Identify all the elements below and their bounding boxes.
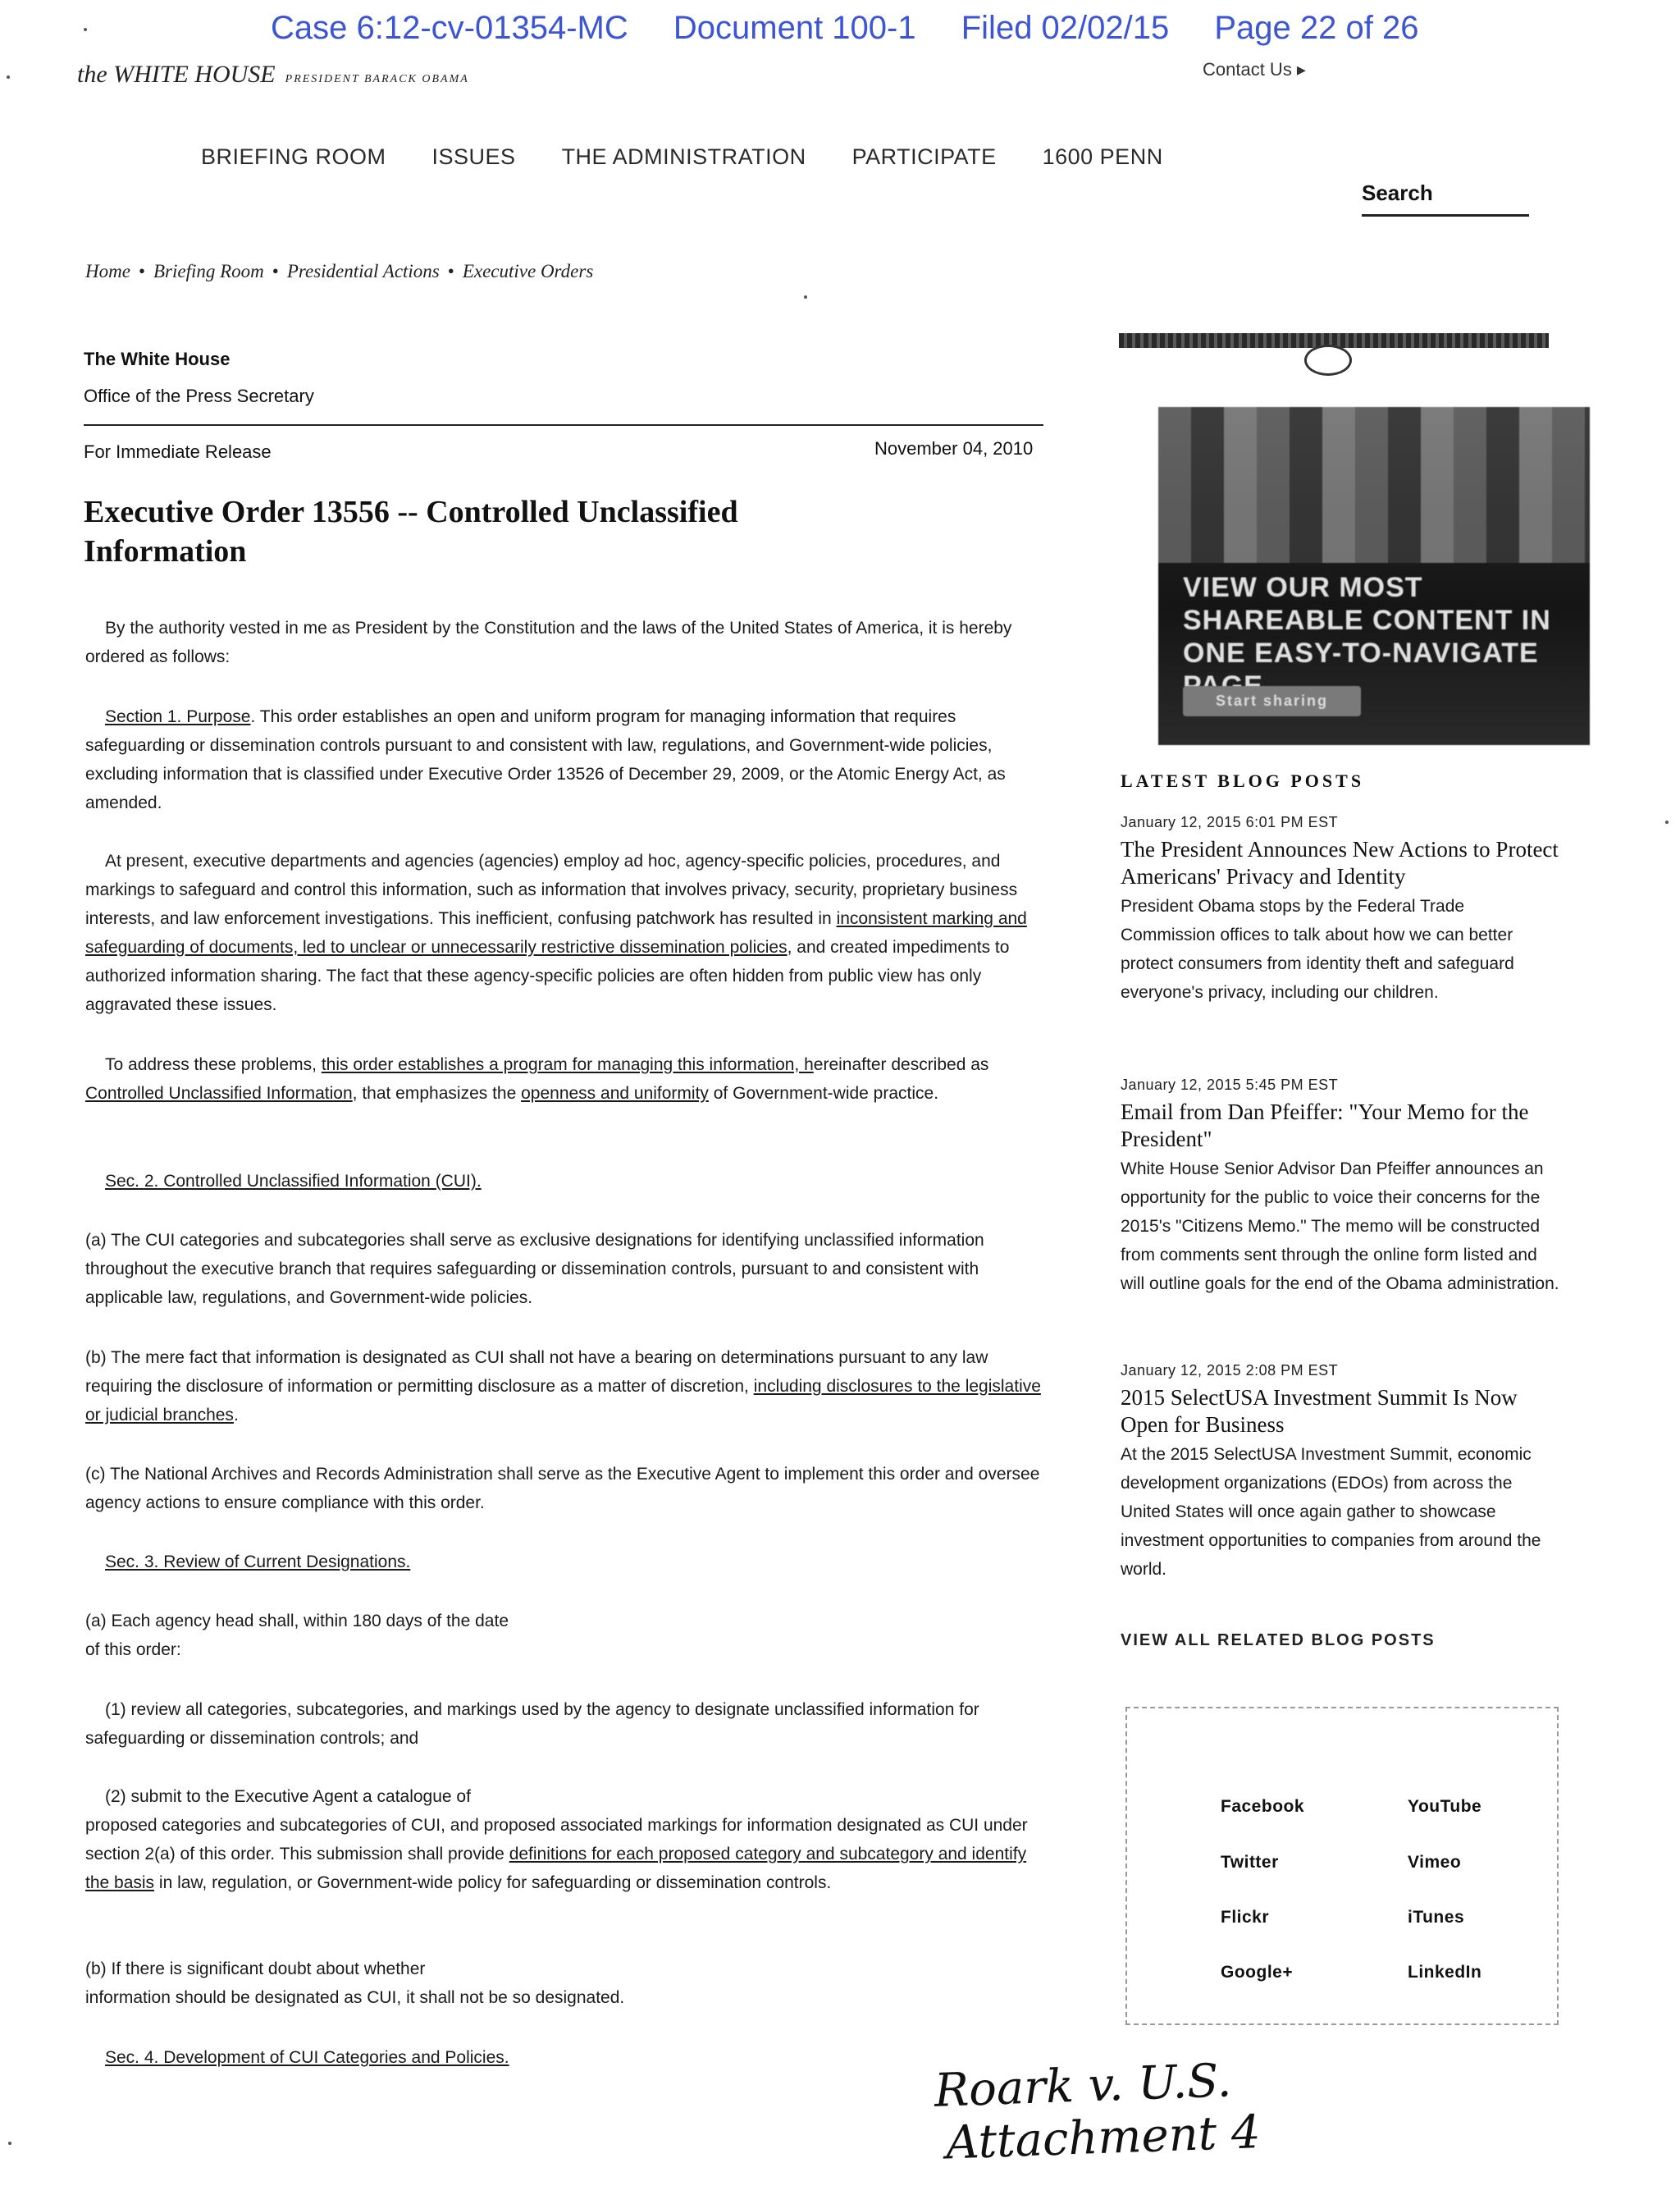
release-label: For Immediate Release	[84, 441, 272, 462]
section-2b-paragraph	[85, 1343, 1053, 1429]
social-youtube-link[interactable]: YouTube	[1408, 1797, 1482, 1816]
scan-speck	[804, 295, 807, 299]
nav-participate[interactable]: PARTICIPATE	[851, 144, 997, 169]
social-twitter-link[interactable]: Twitter	[1221, 1853, 1279, 1872]
section-3a2-line-1: (2) submit to the Executive Agent a catalogue of	[105, 1787, 471, 1806]
promo-thumbnails	[1158, 407, 1590, 563]
handwritten-annotation	[934, 2054, 1262, 2170]
site-logo[interactable]	[77, 61, 469, 89]
release-date: November 04, 2010	[874, 438, 1034, 459]
address-underlined-1: this order establishes a program for managing this information, h	[321, 1055, 814, 1074]
section-2b-text-b: .	[233, 1406, 239, 1424]
section-3a1-paragraph: (1) review all categories, subcategories, and markings used by the agency to designate unclassified information for safeguarding or dissemination controls; and	[85, 1700, 979, 1748]
intro-paragraph: By the authority vested in me as President by the Constitution and the laws of the United States of America, it is hereby ordered as follows:	[85, 619, 1012, 666]
post-description: White House Senior Advisor Dan Pfeiffer announces an opportunity for the public to voice their concerns for the 2015's "Citizens Memo." The memo will be constructed from comments sent through the online form listed and will outline goals for the end of the Obama administration.	[1121, 1159, 1559, 1293]
blog-post	[1121, 814, 1564, 1007]
section-1-paragraph	[85, 702, 1053, 817]
breadcrumb-separator: •	[138, 261, 145, 281]
present-underlined: inconsistent marking and safeguarding of documents, led to unclear or unnecessarily restrictive dissemination policies	[85, 909, 1027, 957]
post-title-link[interactable]: The President Announces New Actions to Protect Americans' Privacy and Identity	[1121, 837, 1559, 889]
section-2-heading	[85, 1167, 1053, 1196]
brand-name: the WHITE HOUSE	[77, 61, 276, 88]
page-number: Page 22 of 26	[1214, 10, 1419, 46]
address-text-b: ereinafter described as	[813, 1055, 989, 1074]
post-date: January 12, 2015 6:01 PM EST	[1121, 814, 1339, 830]
social-links-box	[1125, 1707, 1559, 2025]
breadcrumb-home[interactable]: Home	[85, 261, 130, 281]
handwritten-line-2: Attachment 4	[945, 2106, 1262, 2170]
section-3a-line-1: (a) Each agency head shall, within 180 days of the date	[85, 1612, 509, 1630]
address-underlined-3: openness and uniformity	[521, 1084, 709, 1103]
section-1-text: . This order establishes an open and uniform program for managing information that requires safeguarding or dissemination controls pursuant to and consistent with law, regulations, and Government-wide policies, excluding information that is classified under Executive Order 13526 of December 29, 2009, or the Atomic Energy Act, as amended.	[85, 707, 1006, 812]
social-flickr-link[interactable]: Flickr	[1221, 1908, 1270, 1927]
section-3a2-paragraph	[85, 1782, 1053, 1897]
court-filing-header	[271, 10, 1454, 47]
section-4-heading-text: Sec. 4. Development of CUI Categories and Policies.	[105, 2048, 509, 2067]
post-description: President Obama stops by the Federal Trade Commission offices to talk about how we can better protect consumers from identity theft and safeguard everyone's privacy, including our children.	[1121, 897, 1514, 1002]
press-office: Office of the Press Secretary	[84, 386, 314, 406]
nav-issues[interactable]: ISSUES	[431, 144, 516, 169]
present-text-a: At present, executive departments and agencies (agencies) employ ad hoc, agency-specific policies, procedures, and markings to safeguard and control this information, such as information that involves privacy, security, proprietary business interests, and law enforcement investigations. This inefficient, confusing patchwork has resulted in	[85, 852, 1018, 928]
breadcrumb	[85, 261, 593, 282]
document-number: Document 100-1	[673, 10, 916, 46]
filed-date: Filed 02/02/15	[961, 10, 1170, 46]
section-3a2-underlined: definitions for each proposed category and subcategory and identify the basis	[85, 1845, 1027, 1892]
scan-speck	[1665, 821, 1669, 824]
section-2c-paragraph: (c) The National Archives and Records Administration shall serve as the Executive Agent to implement this order and oversee agency actions to ensure compliance with this order.	[85, 1465, 1040, 1512]
breadcrumb-separator: •	[272, 261, 279, 281]
start-sharing-button[interactable]: Start sharing	[1183, 686, 1361, 716]
scan-speck	[84, 28, 87, 31]
section-3-heading-text: Sec. 3. Review of Current Designations.	[105, 1552, 411, 1571]
scan-speck	[7, 75, 10, 79]
section-3a2-text-b: in law, regulation, or Government-wide policy for safeguarding or dissemination controls.	[154, 1873, 832, 1892]
post-title-link[interactable]: Email from Dan Pfeiffer: "Your Memo for the President"	[1121, 1100, 1529, 1151]
share-promo-banner[interactable]	[1158, 407, 1590, 745]
breadcrumb-executive-orders[interactable]: Executive Orders	[462, 261, 594, 281]
address-text-c: , that emphasizes the	[352, 1084, 522, 1103]
main-nav	[201, 144, 1209, 170]
handwritten-line-1: Roark v. U.S.	[933, 2054, 1233, 2118]
nav-1600-penn[interactable]: 1600 PENN	[1042, 144, 1163, 169]
section-2a-paragraph: (a) The CUI categories and subcategories shall serve as exclusive designations for identifying unclassified information throughout the executive branch that requires safeguarding or dissemination controls, pursuant to and consistent with applicable law, regulations, and Government-wide policies.	[85, 1231, 984, 1307]
breadcrumb-separator: •	[447, 261, 454, 281]
social-vimeo-link[interactable]: Vimeo	[1408, 1853, 1462, 1872]
address-underlined-2: Controlled Unclassified Information	[85, 1084, 353, 1103]
section-3b-line-2: information should be designated as CUI, it shall not be so designated.	[85, 1988, 625, 2007]
blog-heading: LATEST BLOG POSTS	[1121, 770, 1365, 791]
breadcrumb-presidential-actions[interactable]: Presidential Actions	[286, 261, 440, 281]
section-3a-line-2: of this order:	[85, 1640, 181, 1659]
breadcrumb-briefing-room[interactable]: Briefing Room	[153, 261, 264, 281]
post-title-link[interactable]: 2015 SelectUSA Investment Summit Is Now Open for Business	[1121, 1385, 1518, 1437]
address-text-a: To address these problems,	[105, 1055, 322, 1074]
divider	[84, 424, 1043, 426]
section-2b-underlined: including disclosures to the legislative or judicial branches	[85, 1377, 1041, 1424]
brand-subtitle: PRESIDENT BARACK OBAMA	[285, 73, 469, 85]
contact-us-link[interactable]: Contact Us ▸	[1203, 59, 1306, 80]
promo-text: VIEW OUR MOST SHAREABLE CONTENT IN ONE EASY-TO-NAVIGATE	[1183, 572, 1551, 669]
section-3b-line-1: (b) If there is significant doubt about whether	[85, 1959, 426, 1978]
social-facebook-link[interactable]: Facebook	[1221, 1797, 1305, 1816]
case-number: Case 6:12-cv-01354-MC	[271, 10, 628, 46]
social-linkedin-link[interactable]: LinkedIn	[1408, 1963, 1482, 1982]
social-itunes-link[interactable]: iTunes	[1408, 1908, 1465, 1927]
section-2-heading-text: Sec. 2. Controlled Unclassified Information (CUI).	[105, 1172, 482, 1191]
page-title: Executive Order 13556 -- Controlled Unclassified Information	[84, 495, 738, 569]
section-4-heading	[85, 2043, 1053, 2072]
nav-the-administration[interactable]: THE ADMINISTRATION	[561, 144, 806, 169]
address-paragraph	[85, 1050, 1053, 1108]
present-paragraph	[85, 847, 1053, 1019]
seal-icon	[1304, 345, 1352, 376]
social-googleplus-link[interactable]: Google+	[1221, 1963, 1294, 1982]
post-date: January 12, 2015 5:45 PM EST	[1121, 1077, 1339, 1093]
address-text-d: of Government-wide practice.	[708, 1084, 939, 1103]
search-underline	[1362, 214, 1529, 217]
blog-post	[1121, 1362, 1564, 1584]
blog-post	[1121, 1077, 1564, 1298]
section-3a-paragraph	[85, 1607, 1053, 1664]
section-3a2-text-a: proposed categories and subcategories of CUI, and proposed associated markings for information designated as CUI under section 2(a) of this order. This submission shall provide	[85, 1816, 1028, 1863]
search-input[interactable]: Search	[1362, 181, 1433, 205]
section-3-heading	[85, 1548, 1053, 1576]
present-text-b: , and created impediments to authorized information sharing. The fact that these agency-specific policies are often hidden from public view has only aggravated these issues.	[85, 938, 1010, 1014]
section-1-heading: Section 1. Purpose	[105, 707, 251, 726]
scan-speck	[8, 2142, 11, 2145]
section-2b-text-a: (b) The mere fact that information is designated as CUI shall not have a bearing on determinations pursuant to any law requiring the disclosure of information or permitting disclosure as a matter of discretion,	[85, 1348, 988, 1396]
nav-briefing-room[interactable]: BRIEFING ROOM	[201, 144, 386, 169]
post-description: At the 2015 SelectUSA Investment Summit, economic development organizations (EDOs) from across the United States will once again gather to showcase investment opportunities to companies from around the world.	[1121, 1445, 1541, 1579]
view-all-blog-posts-link[interactable]: VIEW ALL RELATED BLOG POSTS	[1121, 1631, 1436, 1649]
press-org: The White House	[84, 349, 231, 369]
post-date: January 12, 2015 2:08 PM EST	[1121, 1362, 1339, 1379]
section-3b-paragraph	[85, 1955, 1053, 2012]
